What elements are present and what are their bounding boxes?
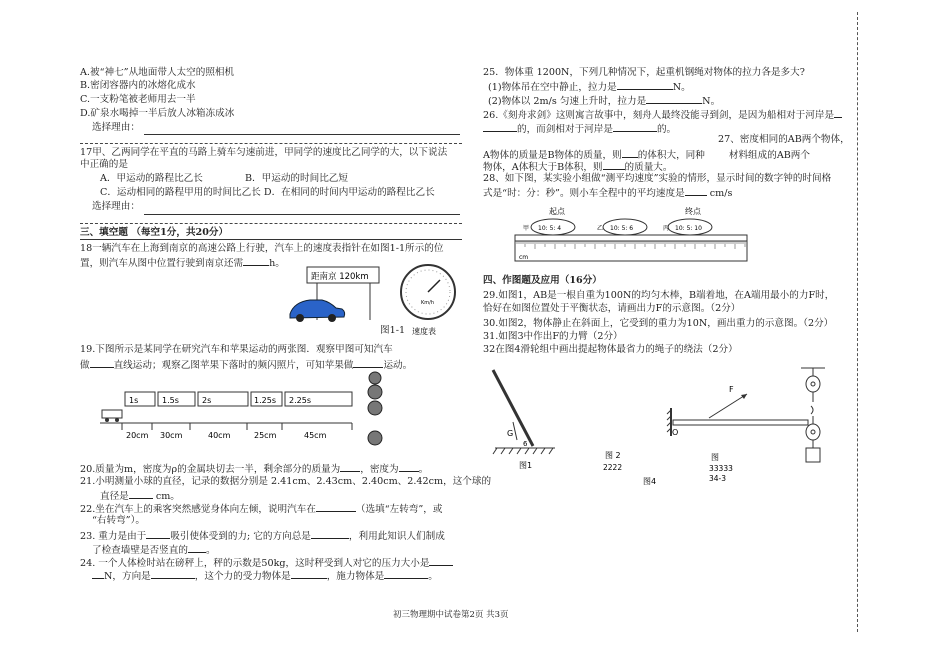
time-label: 2s (202, 396, 212, 405)
figure-2-number: 2222 (603, 463, 623, 472)
q28-line1: 28、如下图，某实验小组做“测平均速度”实验的情形，显示时间的数字钟的时间格 (483, 173, 832, 184)
q25: 25．物体重 1200N，下列几种情况下，起重机钢绳对物体的拉力各是多大? (483, 67, 805, 78)
q23-line2: 了检查墙壁是否竖直的 。 (92, 545, 216, 556)
figure-1-1-caption: 图1-1 (380, 325, 406, 336)
q18-line1: 18一辆汽车在上海到南京的高速公路上行驶，汽车上的速度表指针在如图1-1所示的位 (80, 243, 444, 254)
toy-car-icon (102, 410, 122, 418)
q21-line1: 21.小明测量小球的直径，记录的数据分别是 2.41cm、2.43cm、2.40cm、2.42cm，这个球的 (80, 476, 492, 487)
q19-line1: 19.下图所示是某同学在研究汽车和苹果运动的两张图．观察甲图可知汽车 (80, 344, 393, 355)
section-4-title: 四、作图题及应用（16分） (483, 275, 602, 286)
q24-line1: 24. 一个人体检时站在磅秤上，秤的示数是50kg，这时秤受到人对它的压力大小是 (80, 556, 453, 570)
figure-3-number: 33333 (709, 464, 733, 473)
option-a: A.被“神七”从地面带人太空的照相机 (80, 67, 235, 78)
apple-icon (368, 372, 382, 445)
distance-label: 40cm (208, 431, 231, 440)
time-label: 2.25s (289, 396, 311, 405)
figure-1-rod (493, 370, 555, 470)
q17-option-a: A．甲运动的路程比乙长 (100, 173, 203, 184)
road-sign-text: 距南京 120km (311, 272, 369, 282)
figure-3-caption: 图 (711, 453, 719, 462)
binding-dashed-line (857, 12, 858, 632)
reason-label-2: 选择理由： (92, 201, 140, 212)
q29-line2: 恰好在如图位置处于平衡状态，请画出力F的示意图。（2分） (483, 303, 741, 314)
clock-reading: 10: 5: 6 (610, 225, 634, 232)
figure-2-caption: 图 2 (605, 451, 621, 460)
drawing-figures (483, 362, 853, 487)
clock-reading: 10: 5: 4 (538, 225, 562, 232)
reason-label-1: 选择理由： (92, 122, 140, 133)
pulley-icon (801, 368, 825, 462)
time-boxes (125, 392, 352, 406)
q25-2: (2)物体以 2m/s 匀速上升时，拉力是 N。 (488, 96, 721, 107)
speedometer-unit: Km/h (421, 300, 435, 306)
q25-1: (1)物体吊在空中静止，拉力是 N。 (488, 82, 691, 93)
q17-option-b: B．甲运动的时间比乙短 (245, 173, 348, 184)
q29-line1: 29.如图1，AB是一根自重为100N的均匀木棒，B端着地，在A端用最小的力F时， (483, 290, 835, 301)
time-label: 1.5s (162, 396, 179, 405)
q31: 31.如图3中作出F的力臂（2分） (483, 331, 623, 342)
q22-line2: “右转弯”）。 (92, 515, 145, 526)
q27-heading: 27、密度相同的AB两个物体， (718, 134, 850, 145)
figure-2 (603, 451, 622, 472)
distance-label: 45cm (304, 431, 327, 440)
clock-reading: 10: 5: 10 (675, 225, 702, 232)
section-underline (80, 239, 462, 240)
q17-line1: 17甲、乙两同学在平直的马路上骑车匀速前进，甲同学的速度比乙同学的大，以下说法 (80, 147, 448, 158)
q27-line1: A物体的质量是B物体的质量，则 的体积大，同种 材料组成的AB两个 (483, 150, 810, 161)
divider (80, 223, 462, 224)
start-label: 起点 (549, 207, 565, 216)
label-6: 6 (523, 440, 528, 448)
distance-label: 25cm (254, 431, 277, 440)
option-c: C.一支粉笔被老师用去一半 (80, 94, 196, 105)
time-label: 1.25s (254, 396, 276, 405)
speedometer-label: 速度表 (412, 327, 436, 336)
ruler-unit: cm (519, 254, 529, 261)
label-O: O (672, 428, 679, 437)
mark-label: 甲 (523, 225, 530, 232)
option-d: D.矿泉水喝掉一半后放人冰箱冻成冰 (80, 108, 235, 119)
reason-line-2 (144, 214, 460, 215)
q18-line2: 置，则汽车从图中位置行驶到南京还需 h。 (80, 258, 285, 269)
q17-option-cd: C．运动相同的路程甲用的时间比乙长 D．在相同的时间内甲运动的路程比乙长 (100, 187, 435, 198)
reason-line-1 (144, 134, 460, 135)
end-label: 终点 (685, 207, 701, 216)
option-b: B.密闭容器内的冰熔化成水 (80, 80, 196, 91)
mark-label: 丙 (663, 225, 670, 232)
distance-label: 30cm (160, 431, 183, 440)
figure-4-caption: 图4 (643, 477, 657, 486)
label-F: F (729, 385, 734, 394)
q23-line1: 23. 重力是由于 吸引使体受到的力; 它的方向总是 ，利用此知识人们制成 (80, 531, 445, 542)
q19-line2: 做 直线运动；观察乙图苹果下落时的频闪照片，可知苹果做 运动。 (80, 360, 413, 371)
q28-line2: 式是“时：分：秒”。则小车全程中的平均速度是 cm/s (483, 188, 733, 199)
q26-line1: 26.《刻舟求剑》这则寓言故事中，刻舟人最终没能寻到剑，是因为船相对于河岸是 (483, 108, 842, 122)
figure-3-subnumber: 34-3 (709, 474, 727, 483)
q24-line2: N，方向是 ，这个力的受力物体是 ，施力物体是 。 (92, 569, 438, 583)
figure-3-lever (643, 385, 808, 486)
figure-1-caption: 图1 (519, 461, 533, 470)
page-footer: 初三物理期中试卷第2页 共3页 (393, 610, 509, 620)
divider (80, 143, 462, 144)
figure-1-1 (280, 262, 470, 350)
motion-figure (100, 370, 400, 460)
q30: 30.如图2，物体静止在斜面上，它受到的重力为10N，画出重力的示意图。（2分） (483, 318, 834, 329)
ruler-figure (505, 205, 755, 267)
label-G: G (507, 429, 514, 438)
q32: 32在图4滑轮组中画出提起物体最省力的绳子的绕法（2分） (483, 344, 738, 355)
time-label: 1s (129, 396, 139, 405)
q20: 20.质量为m，密度为ρ的金属块切去一半，剩余部分的质量为 ，密度为 。 (80, 464, 429, 475)
mark-label: 乙 (597, 225, 604, 232)
section-3-title: 三、填空题 （每空1分，共20分） (80, 227, 229, 238)
q21-line2: 直径是 cm。 (100, 491, 180, 502)
distance-label: 20cm (126, 431, 149, 440)
q17-line2: 中正确的是 (80, 159, 128, 170)
q27-line2: 物体，A体积大于B体积，则 的质量大。 (483, 162, 673, 173)
q26-line2: 的，而剑相对于河岸是 的。 (483, 122, 676, 136)
q22-line1: 22.坐在汽车上的乘客突然感觉身体向左倾，说明汽车在 （选填“左转弯”，或 (80, 504, 443, 515)
